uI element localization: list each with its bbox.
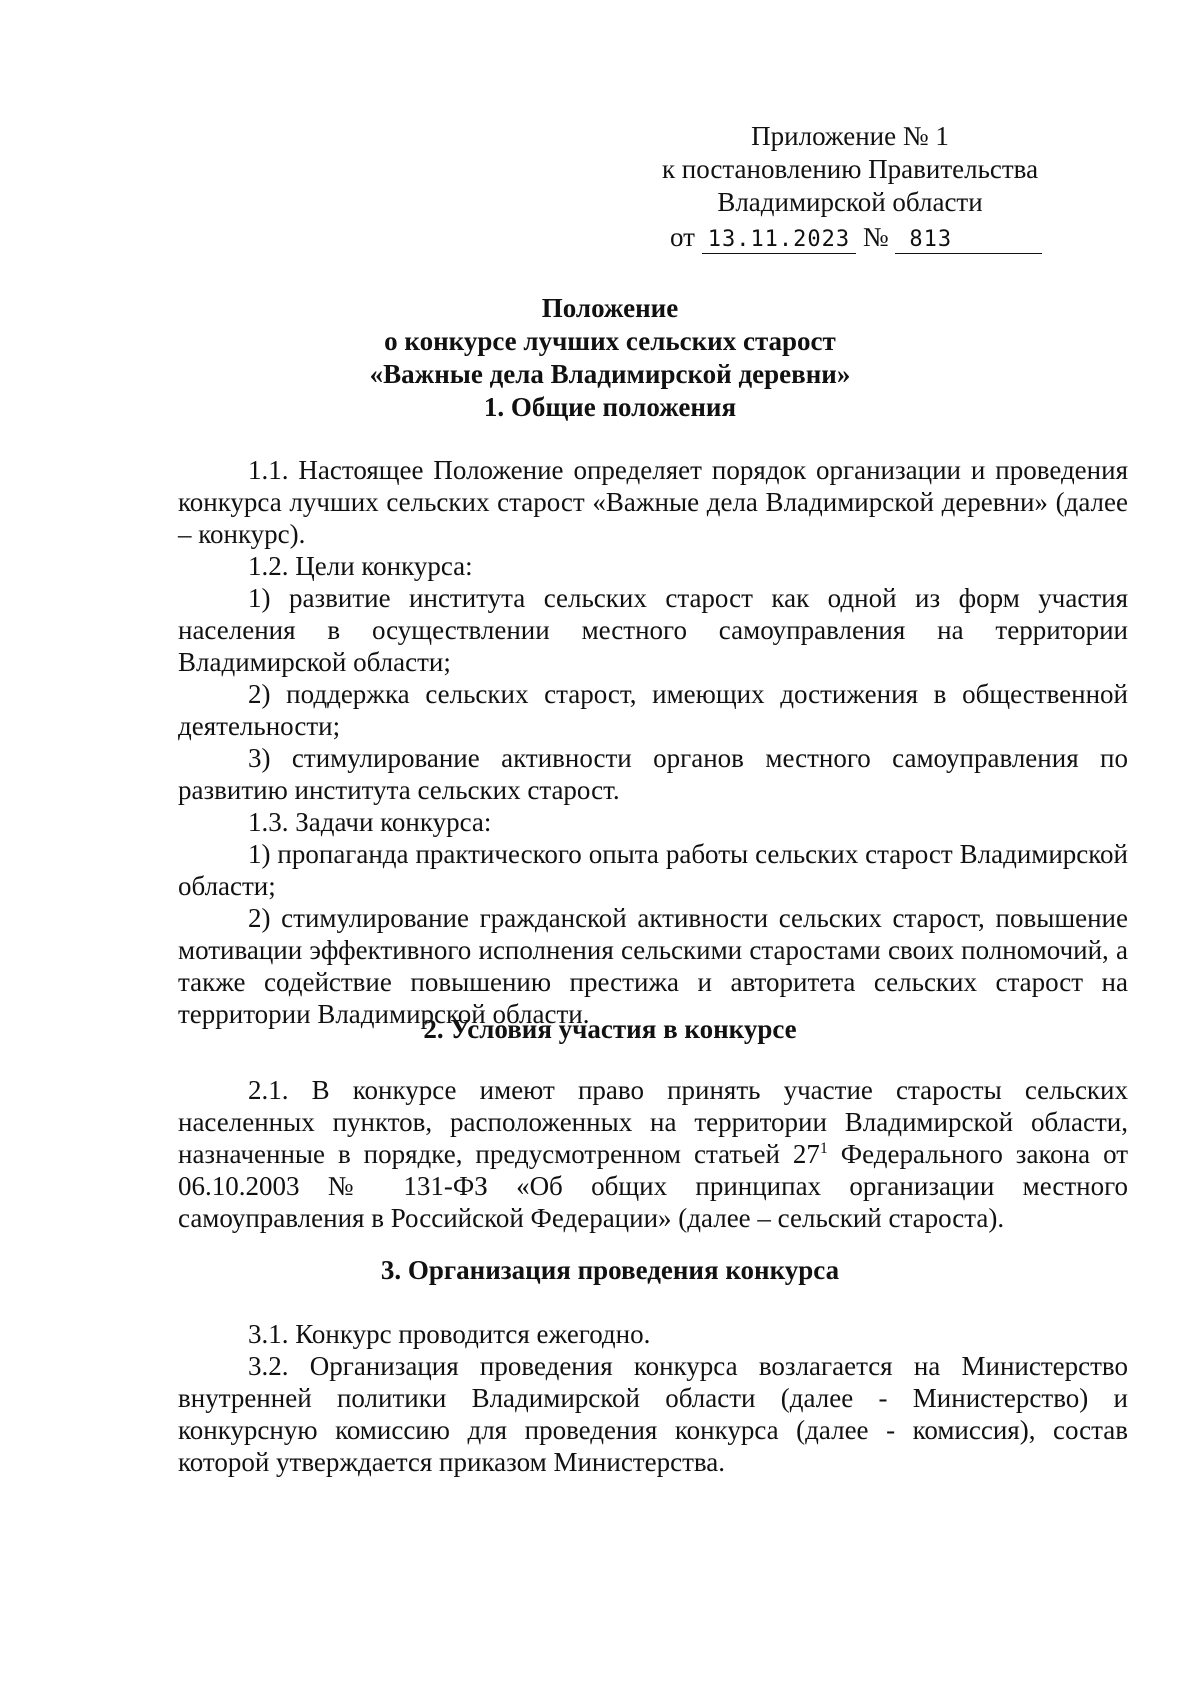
paragraph-goal-2: 2) поддержка сельских старост, имеющих достижения в общественной деятельности; [178,679,1128,741]
number-sign: № [862,222,889,252]
paragraph-2-1-part-a: 2.1. В конкурсе имеют право принять участие старосты сельских населенных пунктов, расположенных на территории Владимирской области, назначенные в порядке, предусмотренном статьей 27 [178,1075,1128,1169]
title-line-1: Положение [541,293,679,323]
appendix-line-3: Владимирской области [717,187,983,217]
paragraph-1-1: 1.1. Настоящее Положение определяет порядок организации и проведения конкурса лучших сельских старост «Важные дела Владимирской деревни» (далее – конкурс). [178,455,1128,549]
from-label: от [670,222,695,252]
section-3-body [178,1318,1128,1478]
paragraph-2-1 [178,1074,1128,1234]
decree-number: 813 [895,227,1042,254]
paragraph-3-2: 3.2. Организация проведения конкурса возлагается на Министерство внутренней политики Владимирской области (далее - Министерство) и конкурсную комиссию для проведения конкурса (далее - комиссия), состав которой утверждается приказом Министерства. [178,1351,1128,1477]
paragraph-goal-1: 1) развитие института сельских старост как одной из форм участия населения в осуществлении местного самоуправления на территории Владимирской области; [178,583,1128,677]
section-2-heading: 2. Условия участия в конкурсе [423,1014,797,1044]
document-title [170,292,1050,391]
section-1-body [178,454,1128,1030]
paragraph-3-1: 3.1. Конкурс проводится ежегодно. [248,1319,651,1349]
decree-date: 13.11.2023 [702,227,856,254]
section-3-heading: 3. Организация проведения конкурса [380,1255,840,1285]
paragraph-1-3: 1.3. Задачи конкурса: [248,807,492,837]
appendix-reference [620,221,1080,254]
paragraph-goal-3: 3) стимулирование активности органов местного самоуправления по развитию института сельских старост. [178,743,1128,805]
article-superscript: 1 [819,1140,828,1157]
section-2-body [178,1074,1128,1234]
appendix-header [620,120,1080,254]
title-line-3: «Важные дела Владимирской деревни» [369,359,851,389]
paragraph-2-1-part-b: Федерального закона от 06.10.2003 № 131-ФЗ «Об общих принципах организации местного самоуправления в Российской Федерации» (далее – сельский староста). [178,1139,1129,1233]
appendix-line-2: к постановлению Правительства [661,154,1039,184]
title-line-2: о конкурсе лучших сельских старост [384,326,836,356]
section-1-heading: 1. Общие положения [483,392,737,422]
paragraph-1-2: 1.2. Цели конкурса: [248,551,473,581]
appendix-line-1: Приложение № 1 [751,121,949,151]
paragraph-task-1: 1) пропаганда практического опыта работы сельских старост Владимирской области; [178,839,1128,901]
paragraph-task-2: 2) стимулирование гражданской активности сельских старост, повышение мотивации эффективного исполнения сельскими старостами своих полномочий, а также содействие повышению престижа и авторитета сельских старост на территории Владимирской области. [178,903,1128,1029]
